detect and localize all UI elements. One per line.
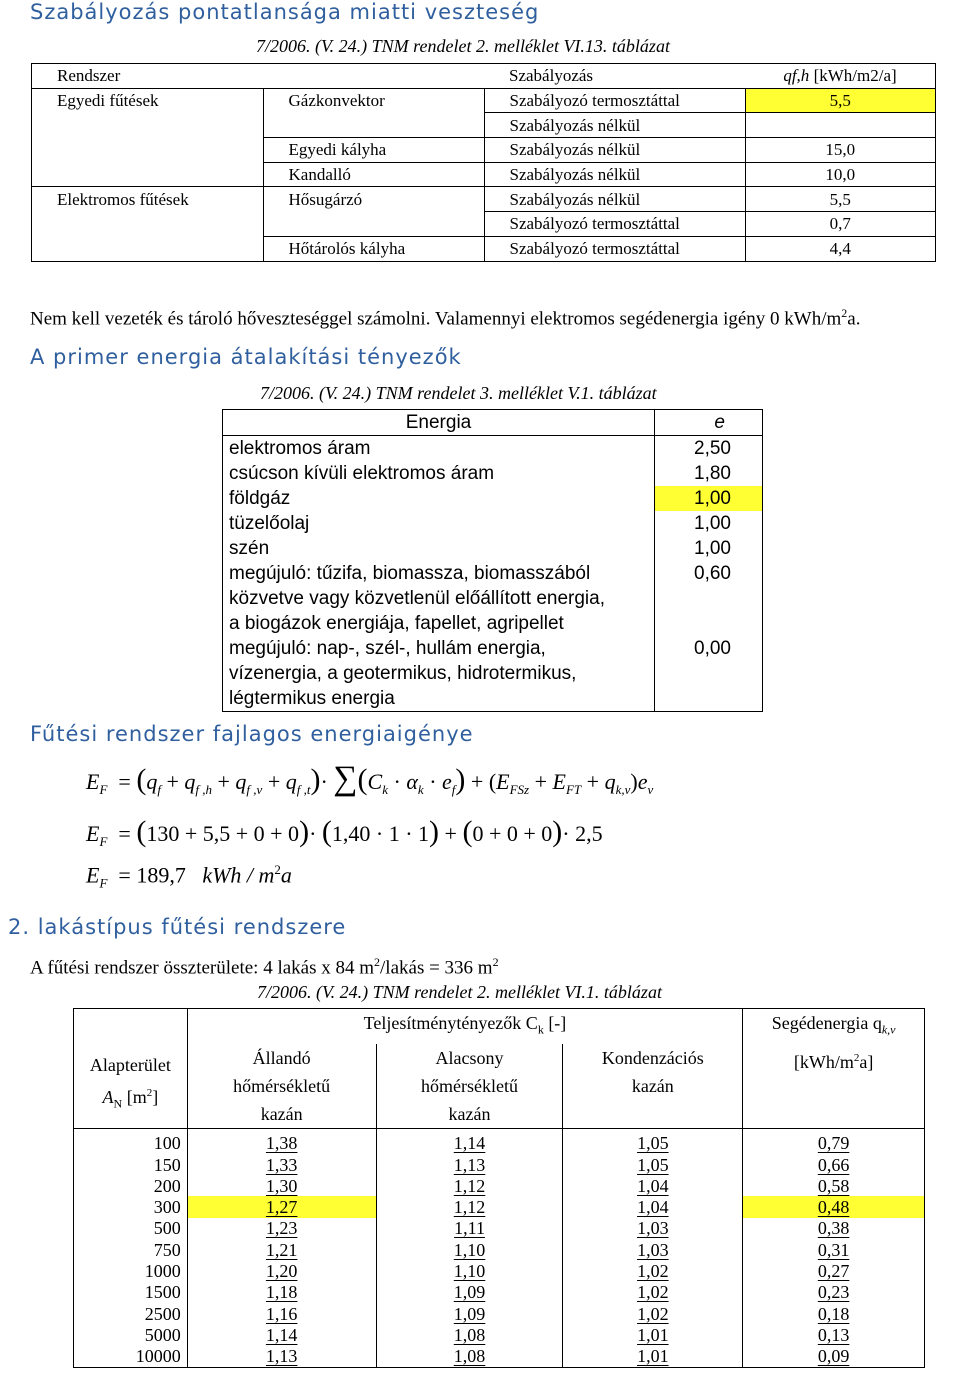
- table-cell: 0,27: [743, 1260, 925, 1281]
- table-row: [223, 536, 763, 561]
- table-cell: 1,23: [187, 1218, 376, 1239]
- table-cell: 1,09: [376, 1303, 563, 1324]
- formula-ef-general: $E_F = (q_f + q_{f ,h} + q_{f ,v} + q_{f ,t})\cdot \sum(C_k \cdot \alpha_k \cdot e_f) + (E_{FSz} + E_{FT} + q_{k,v})e_v$: [86, 760, 654, 797]
- table-cell-eszkoz: Hőtárolós kályha: [263, 236, 484, 261]
- formula-ef-substituted: $E_F = (130 + 5,5 + 0 + 0)\cdot (1,40 \cdot 1 \cdot 1) + (0 + 0 + 0)\cdot 2,5$: [86, 815, 603, 849]
- table-cell-szabalyozas: Szabályozás nélkül: [484, 138, 745, 163]
- energy-factor: 2,50: [655, 436, 763, 462]
- header-teljesitmeny: Teljesítménytényezők $C_k$ [-]: [187, 1009, 742, 1044]
- table-cell: 1,01: [563, 1346, 743, 1368]
- table-cell: 1,02: [563, 1282, 743, 1303]
- table-cell-rendszer: [32, 162, 264, 187]
- table-row: [223, 461, 763, 486]
- table-cell: 1,10: [376, 1260, 563, 1281]
- energy-label-line: megújuló: tűzifa, biomassza, biomasszából: [229, 563, 591, 584]
- table-cell: 1,05: [563, 1128, 743, 1154]
- table-cell-szabalyozas: Szabályozás nélkül: [484, 187, 745, 212]
- table-cell-szabalyozas: Szabályozás nélkül: [484, 162, 745, 187]
- energy-label-line: közvetve vagy közvetlenül előállított energia,: [229, 588, 605, 609]
- energy-label: [223, 511, 655, 536]
- table-cell-value: [745, 113, 936, 138]
- energy-factor: 1,00: [655, 486, 763, 511]
- table-cell-rendszer: [32, 113, 264, 138]
- table-cell: 1,33: [187, 1154, 376, 1175]
- regulation-loss-table: [31, 63, 936, 262]
- table-cell-value: 5,5: [745, 187, 936, 212]
- efficiency-factor-table: [73, 1008, 925, 1368]
- energy-label-line: tüzelőolaj: [229, 513, 310, 534]
- table-cell-eszkoz: Kandalló: [263, 162, 484, 187]
- table-cell: 1,02: [563, 1260, 743, 1281]
- table-cell: 1,04: [563, 1196, 743, 1217]
- table-cell-eszkoz: Hősugárzó: [263, 187, 484, 212]
- table-cell-eszkoz: [263, 212, 484, 237]
- table-row: [74, 1282, 925, 1303]
- table-cell: 100: [74, 1128, 188, 1154]
- table-header-row: [223, 410, 763, 436]
- header-cell: Rendszer: [32, 64, 264, 89]
- table-cell-value: 15,0: [745, 138, 936, 163]
- table-cell: 0,58: [743, 1175, 925, 1196]
- table-cell-szabalyozas: Szabályozás nélkül: [484, 113, 745, 138]
- table-cell-rendszer: [32, 212, 264, 237]
- table-cell-eszkoz: [263, 113, 484, 138]
- energy-label: [223, 561, 655, 636]
- table-cell: 1,04: [563, 1175, 743, 1196]
- table-header-row: [32, 64, 936, 89]
- table-cell-rendszer: [32, 236, 264, 261]
- table-cell: 1,10: [376, 1239, 563, 1260]
- section-heading-heating-demand: Fűtési rendszer fajlagos energiaigénye: [30, 722, 474, 746]
- table-cell: 750: [74, 1239, 188, 1260]
- table-cell: 1,12: [376, 1196, 563, 1217]
- table-cell-eszkoz: Egyedi kályha: [263, 138, 484, 163]
- table-cell: 0,18: [743, 1303, 925, 1324]
- area-text: A fűtési rendszer összterülete: 4 lakás x 84 $m^2$/lakás = 336 $m^2$: [30, 955, 499, 979]
- table-cell-value: 4,4: [745, 236, 936, 261]
- table-cell: 1,12: [376, 1175, 563, 1196]
- energy-label: [223, 486, 655, 511]
- table-row: [74, 1346, 925, 1368]
- table-cell: 1,08: [376, 1324, 563, 1345]
- table-cell: 300: [74, 1196, 188, 1217]
- table-cell: 1,20: [187, 1260, 376, 1281]
- header-cell: qf,h [kWh/m2/a]: [745, 64, 936, 89]
- table-cell: 0,48: [743, 1196, 925, 1217]
- table-cell: 0,66: [743, 1154, 925, 1175]
- table-caption: 7/2006. (V. 24.) TNM rendelet 3. melléklet V.1. táblázat: [260, 383, 657, 403]
- note-text: Nem kell vezeték és tároló hőveszteséggel számolni. Valamennyi elektromos segédenergia igény 0 kWh/$m^2a$.: [30, 306, 861, 330]
- energy-label: [223, 636, 655, 712]
- table-row: [32, 236, 936, 261]
- table-row: [32, 187, 936, 212]
- formula-ef-result: $E_F = 189,7$ kWh / $m^2a$: [86, 862, 292, 891]
- table-row: [32, 212, 936, 237]
- header-line: kazán: [448, 1103, 491, 1124]
- energy-factor: 1,80: [655, 461, 763, 486]
- table-cell: 1,18: [187, 1282, 376, 1303]
- table-cell: 1,03: [563, 1239, 743, 1260]
- table-row: [74, 1303, 925, 1324]
- table-row: [74, 1128, 925, 1154]
- table-cell-eszkoz: Gázkonvektor: [263, 88, 484, 113]
- table-caption: 7/2006. (V. 24.) TNM rendelet 2. melléklet VI.1. táblázat: [257, 982, 662, 1002]
- table-cell: 1,13: [376, 1154, 563, 1175]
- table-cell: 0,09: [743, 1346, 925, 1368]
- primary-energy-table: [222, 409, 763, 712]
- table-cell: 1,05: [563, 1154, 743, 1175]
- table-cell: 200: [74, 1175, 188, 1196]
- table-cell-value: 5,5: [745, 88, 936, 113]
- table-cell: 150: [74, 1154, 188, 1175]
- table-cell: 0,31: [743, 1239, 925, 1260]
- table-row: [223, 636, 763, 712]
- table-cell: 5000: [74, 1324, 188, 1345]
- table-cell-rendszer: Elektromos fűtések: [32, 187, 264, 212]
- table-cell: 2500: [74, 1303, 188, 1324]
- energy-label-line: megújuló: nap-, szél-, hullám energia,: [229, 638, 546, 659]
- table-cell-szabalyozas: Szabályozó termosztáttal: [484, 236, 745, 261]
- energy-label-line: földgáz: [229, 488, 291, 509]
- header-alapterulet: Alapterület $A_N$ $[m^2]$: [74, 1009, 188, 1129]
- table-row: [32, 88, 936, 113]
- energy-label-line: szén: [229, 538, 270, 559]
- table-cell: 0,38: [743, 1218, 925, 1239]
- table-cell: 1,30: [187, 1175, 376, 1196]
- table-cell: 1000: [74, 1260, 188, 1281]
- energy-factor: 1,00: [655, 536, 763, 561]
- table-cell-rendszer: [32, 138, 264, 163]
- energy-label-line: a biogázok energiája, fapellet, agripellet: [229, 613, 564, 634]
- table-cell: 1500: [74, 1282, 188, 1303]
- table-row: [32, 162, 936, 187]
- table-row: [74, 1324, 925, 1345]
- table-row: [223, 486, 763, 511]
- header-line: kazán: [631, 1075, 674, 1096]
- table-cell: 1,02: [563, 1303, 743, 1324]
- table-row: [74, 1196, 925, 1217]
- table-cell: 1,08: [376, 1346, 563, 1368]
- table-row: [74, 1239, 925, 1260]
- section-heading-regulation-loss: Szabályozás pontatlansága miatti veszteség: [30, 0, 540, 24]
- energy-factor: 0,00: [655, 636, 763, 712]
- table-cell: 1,14: [376, 1128, 563, 1154]
- energy-label-line: elektromos áram: [229, 438, 371, 459]
- section-heading-flat-type-2: 2. lakástípus fűtési rendszere: [8, 915, 347, 939]
- energy-label-line: vízenergia, a geotermikus, hidrotermikus,: [229, 663, 577, 684]
- table-caption: 7/2006. (V. 24.) TNM rendelet 2. melléklet VI.13. táblázat: [256, 36, 670, 56]
- header-allando: [187, 1044, 376, 1129]
- table-cell-value: 0,7: [745, 212, 936, 237]
- table-cell: 0,79: [743, 1128, 925, 1154]
- header-kondenzacios: [563, 1044, 743, 1129]
- table-row: [223, 561, 763, 636]
- table-cell: 1,14: [187, 1324, 376, 1345]
- header-cell: e: [655, 410, 763, 436]
- table-row: [74, 1175, 925, 1196]
- header-line: Alacsony: [435, 1047, 504, 1068]
- table-cell: 1,27: [187, 1196, 376, 1217]
- energy-label: [223, 536, 655, 561]
- section-heading-primary-energy: A primer energia átalakítási tényezők: [30, 345, 462, 369]
- energy-factor: 1,00: [655, 511, 763, 536]
- table-cell: 1,38: [187, 1128, 376, 1154]
- header-segedenergia: Segédenergia $q_{k,v}$ $[kWh/m^2a]$: [743, 1009, 925, 1129]
- energy-label: [223, 461, 655, 486]
- table-row: [32, 138, 936, 163]
- header-line: Állandó: [252, 1047, 311, 1068]
- table-cell-szabalyozas: Szabályozó termosztáttal: [484, 212, 745, 237]
- header-line: hőmérsékletű: [233, 1075, 331, 1096]
- table-cell: 1,09: [376, 1282, 563, 1303]
- header-line: hőmérsékletű: [421, 1075, 519, 1096]
- header-line: kazán: [260, 1103, 303, 1124]
- table-cell: 1,11: [376, 1218, 563, 1239]
- table-cell: 500: [74, 1218, 188, 1239]
- table-row: [74, 1260, 925, 1281]
- table-cell: 1,01: [563, 1324, 743, 1345]
- table-cell: 1,16: [187, 1303, 376, 1324]
- header-cell: Energia: [223, 410, 655, 436]
- table-cell: 10000: [74, 1346, 188, 1368]
- table-cell: 1,03: [563, 1218, 743, 1239]
- table-cell: 1,13: [187, 1346, 376, 1368]
- energy-label-line: légtermikus energia: [229, 688, 395, 709]
- table-cell: 1,21: [187, 1239, 376, 1260]
- table-row: [223, 436, 763, 462]
- table-row: [223, 511, 763, 536]
- header-alacsony: [376, 1044, 563, 1129]
- table-cell: 0,13: [743, 1324, 925, 1345]
- table-cell-rendszer: Egyedi fűtések: [32, 88, 264, 113]
- table-row: [32, 113, 936, 138]
- energy-label: [223, 436, 655, 462]
- table-cell-szabalyozas: Szabályozó termosztáttal: [484, 88, 745, 113]
- energy-factor: 0,60: [655, 561, 763, 636]
- header-line: Kondenzációs: [601, 1047, 704, 1068]
- table-cell: 0,23: [743, 1282, 925, 1303]
- table-row: [74, 1154, 925, 1175]
- energy-label-line: csúcson kívüli elektromos áram: [229, 463, 495, 484]
- header-cell: Szabályozás: [484, 64, 745, 89]
- table-row: [74, 1218, 925, 1239]
- table-cell-value: 10,0: [745, 162, 936, 187]
